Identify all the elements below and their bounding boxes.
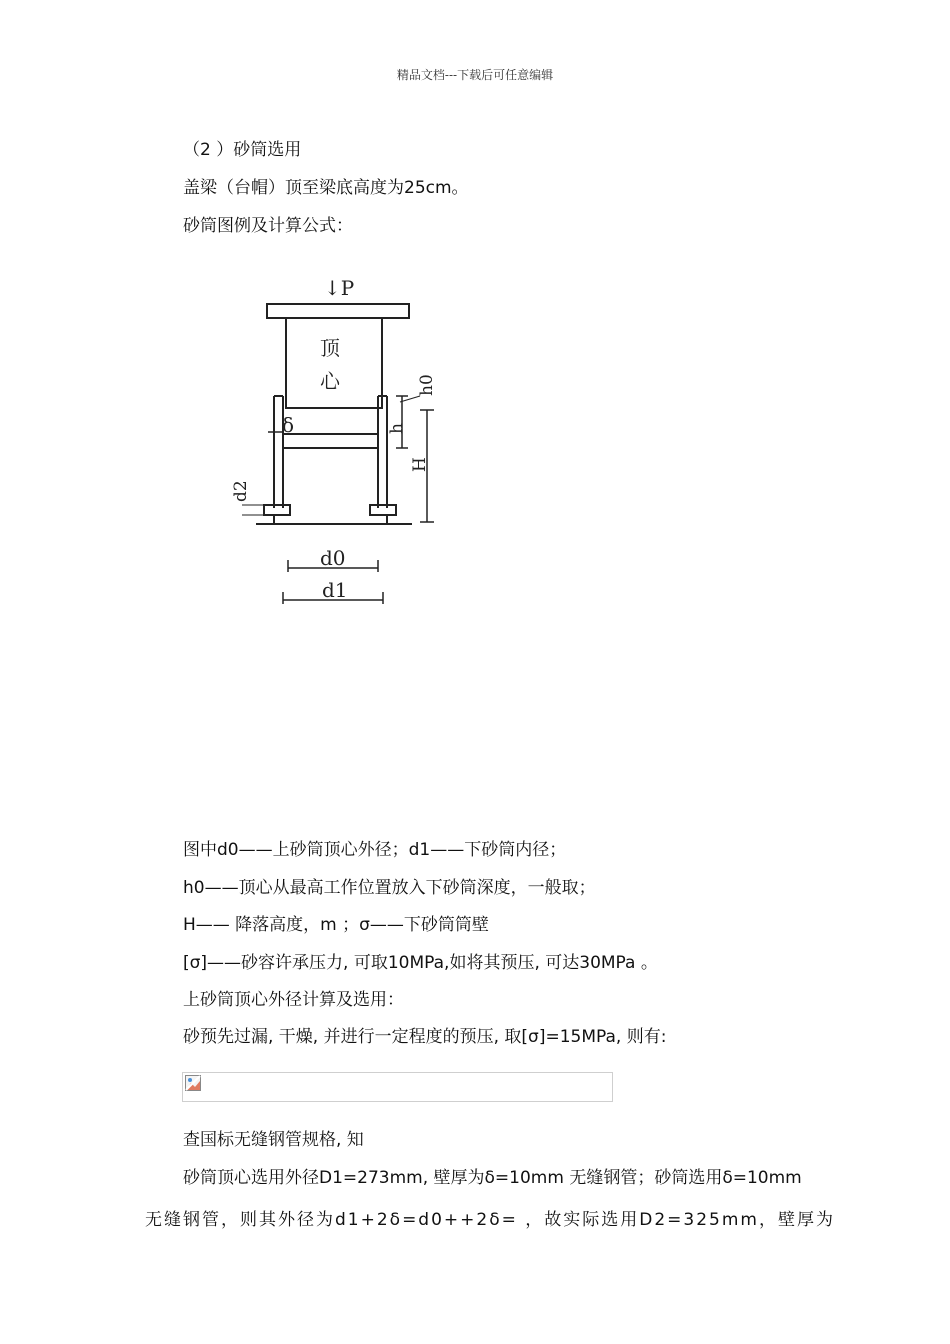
after-formula-line-3: 无缝钢管，则其外径为d1+2δ=d0++2δ= ，故实际选用D2=325mm，壁厚为 [145, 1210, 835, 1230]
d2-label: d2 [231, 480, 251, 502]
cap-height-line: 盖梁（台帽）顶至梁底高度为25cm。 [183, 178, 469, 198]
broken-image-icon [185, 1075, 201, 1091]
core-label-2: 心 [320, 369, 340, 393]
left-foot [264, 505, 290, 515]
h0-label: h0 [417, 374, 437, 396]
core-label-1: 顶 [320, 336, 340, 360]
after-formula-line-2: 砂筒顶心选用外径D1=273mm, 壁厚为δ=10mm 无缝钢管；砂筒选用δ=10mm [183, 1168, 802, 1188]
definition-line-4: [σ]——砂容许承压力, 可取10MPa,如将其预压, 可达30MPa 。 [183, 953, 658, 973]
diagram-caption: 砂筒图例及计算公式： [183, 216, 353, 236]
sand-cylinder-diagram [220, 262, 450, 612]
right-foot [370, 505, 396, 515]
d0-label: d0 [320, 546, 346, 570]
section-heading: （2 ）砂筒选用 [183, 140, 302, 160]
H-label: H [410, 457, 430, 472]
page-header: 精品文档---下载后可任意编辑 [396, 68, 554, 82]
definition-line-6: 砂预先过漏, 干燥, 并进行一定程度的预压, 取[σ]=15MPa, 则有: [183, 1027, 667, 1047]
definition-line-1: 图中d0——上砂筒顶心外径；d1——下砂筒内径； [183, 840, 567, 860]
top-plate [267, 304, 409, 318]
definition-line-2: h0——顶心从最高工作位置放入下砂筒深度，一般取； [183, 878, 596, 898]
definition-line-5: 上砂筒顶心外径计算及选用： [183, 990, 404, 1010]
h-label: h [387, 423, 407, 434]
after-formula-line-1: 查国标无缝钢管规格, 知 [183, 1130, 364, 1150]
definition-line-3: H—— 降落高度，m ；σ——下砂筒筒壁 [183, 915, 489, 935]
delta-label: δ [282, 413, 295, 437]
load-label: ↓P [324, 276, 355, 300]
core-block [286, 318, 382, 408]
d1-label: d1 [322, 578, 348, 602]
formula-image-placeholder [182, 1072, 613, 1102]
